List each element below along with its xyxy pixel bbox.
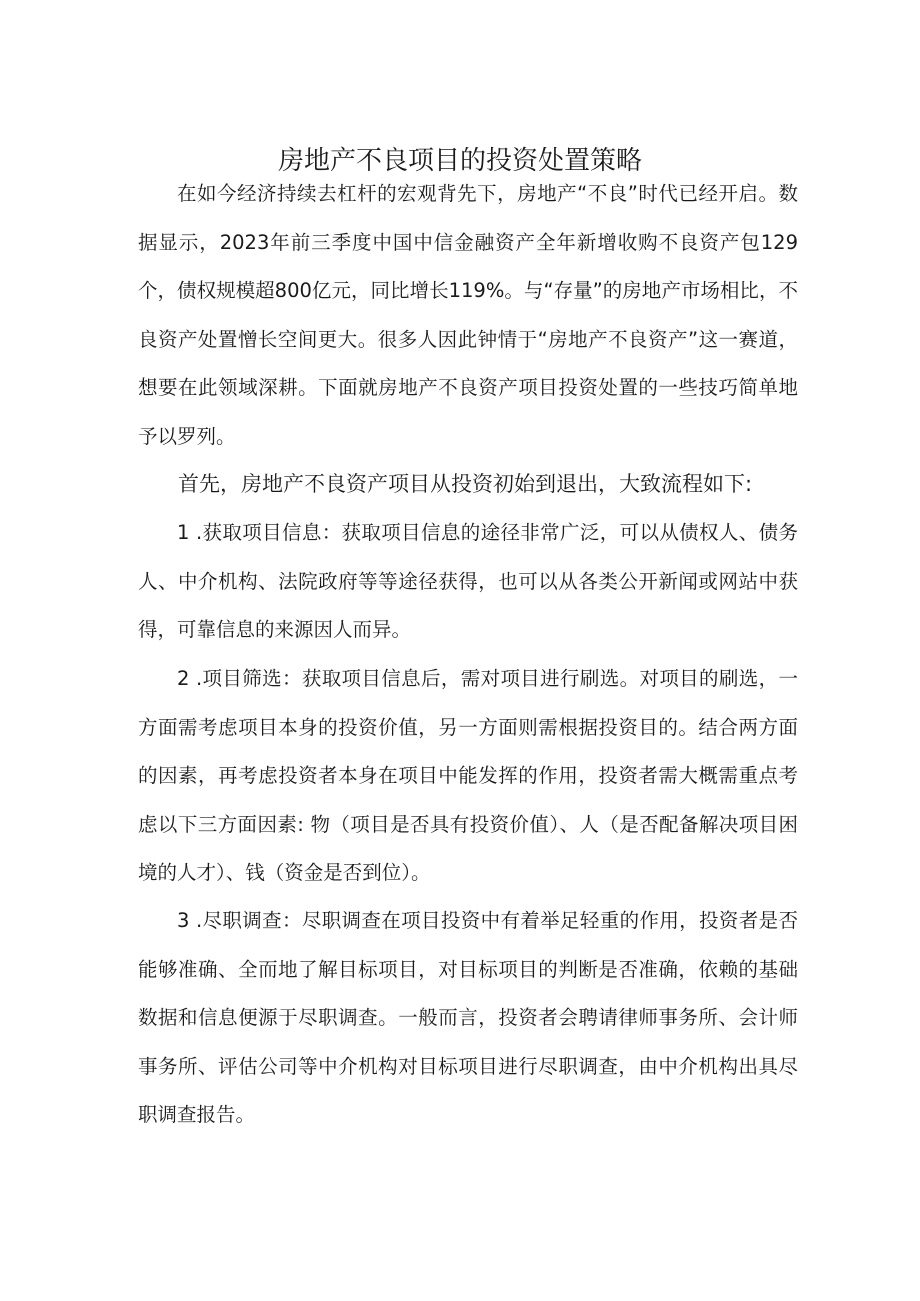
list-item: 3 .尽职调查：尽职调查在项目投资中有着举足轻重的作用，投资者是否能够准确、全而地了解目标项目，对目标项目的判断是否准确，依赖的基础数据和信息便源于尽职调查。一般而言，投资者会聘请律师事务所、会计师事务所、评估公司等中介机构对目标项目进行尽职调查，由中介机构出具尽职调查报告。 <box>138 909 798 1126</box>
document-title: 房地产不良项目的投资处置策略 <box>277 146 642 177</box>
list-item: 1 .获取项目信息：获取项目信息的途径非常广泛，可以从债权人、债务人、中介机构、法院政府等等途径获得，也可以从各类公开新闻或网站中获得，可靠信息的来源因人而异。 <box>138 521 798 641</box>
section-heading: 首先，房地产不良资产项目从投资初始到退出，大致流程如下: <box>178 472 753 496</box>
intro-paragraph: 在如今经济持续去杠杆的宏观背先下，房地产“不良”时代已经开启。数据显示，2023年前三季度中国中信金融资产全年新增收购不良资产包129个，债权规模超800亿元，同比增长119%。与“存量”的房地产市场相比，不良资产处置憎长空间更大。很多人因此钟情于“房地产不良资产”这一赛道，想要在此领域深耕。下面就房地产不良资产项目投资处置的一些技巧简单地予以罗列。 <box>138 182 798 448</box>
list-item: 2 .项目筛选：获取项目信息后，需对项目进行刷选。对项目的刷选，一方面需考虑项目本身的投资价值，另一方面则需根据投资目的。结合两方面的因素，再考虑投资者本身在项目中能发挥的作用，投资者需大概需重点考虑以下三方面因素: 物（项目是否具有投资价值）、人（是否配备解决项目困境的人才）、钱（资金是否到位）。 <box>138 667 798 884</box>
